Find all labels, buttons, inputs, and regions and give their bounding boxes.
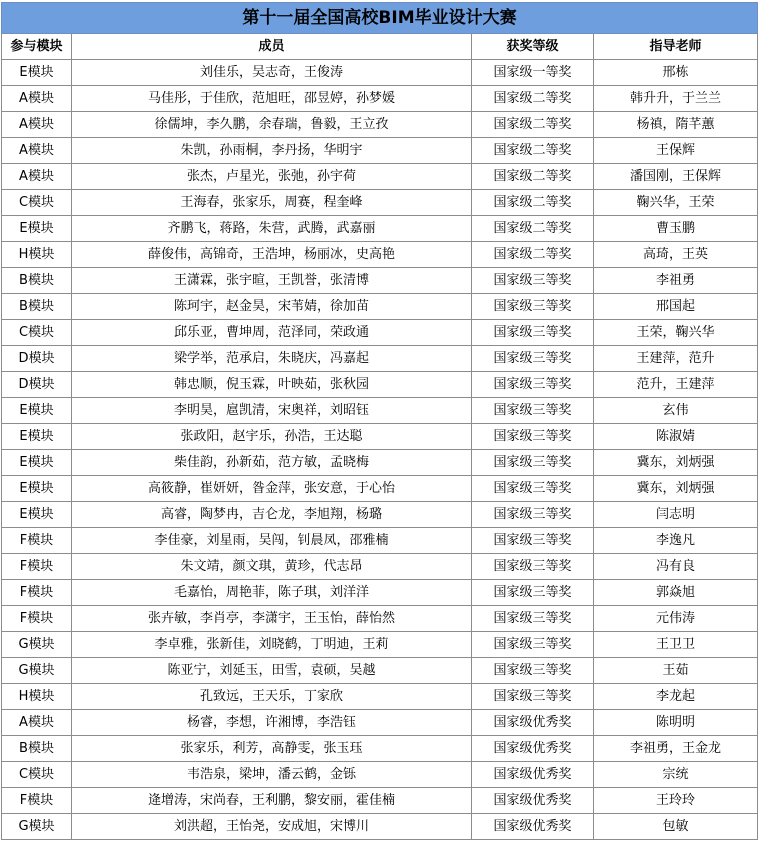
- cell-award-level: 国家级二等奖: [472, 86, 594, 112]
- cell-award-level: 国家级三等奖: [472, 320, 594, 346]
- cell-members: 齐鹏飞，蒋路，朱营，武腾，武嘉丽: [72, 216, 472, 242]
- cell-members: 王海春，张家乐，周赛，程奎峰: [72, 190, 472, 216]
- cell-award-level: 国家级优秀奖: [472, 710, 594, 736]
- table-row: [2, 320, 758, 346]
- cell-module: B模块: [2, 736, 72, 762]
- table-row: [2, 398, 758, 424]
- table-row: [2, 762, 758, 788]
- table-row: [2, 710, 758, 736]
- table-row: [2, 112, 758, 138]
- cell-module: G模块: [2, 632, 72, 658]
- cell-award-level: 国家级三等奖: [472, 580, 594, 606]
- cell-advisor: 李祖勇，王金龙: [594, 736, 758, 762]
- cell-module: A模块: [2, 710, 72, 736]
- cell-advisor: 冯有良: [594, 554, 758, 580]
- cell-members: 孔致远，王天乐，丁家欣: [72, 684, 472, 710]
- cell-award-level: 国家级三等奖: [472, 684, 594, 710]
- cell-advisor: 范升，王建萍: [594, 372, 758, 398]
- cell-advisor: 冀东，刘炳强: [594, 450, 758, 476]
- table-row: [2, 138, 758, 164]
- cell-module: F模块: [2, 788, 72, 814]
- cell-members: 李明昊，扈凯清，宋奥祥，刘昭钰: [72, 398, 472, 424]
- cell-module: E模块: [2, 450, 72, 476]
- cell-members: 李卓雅，张新佳，刘晓鹤，丁明迪，王莉: [72, 632, 472, 658]
- table-row: [2, 528, 758, 554]
- cell-advisor: 王保辉: [594, 138, 758, 164]
- cell-module: C模块: [2, 762, 72, 788]
- table-row: [2, 450, 758, 476]
- header-row: [2, 34, 758, 60]
- cell-award-level: 国家级优秀奖: [472, 788, 594, 814]
- cell-advisor: 王卫卫: [594, 632, 758, 658]
- table-row: [2, 372, 758, 398]
- table-row: [2, 424, 758, 450]
- cell-module: F模块: [2, 554, 72, 580]
- cell-award-level: 国家级三等奖: [472, 658, 594, 684]
- cell-module: D模块: [2, 346, 72, 372]
- cell-module: A模块: [2, 164, 72, 190]
- cell-award-level: 国家级三等奖: [472, 372, 594, 398]
- cell-members: 柴佳韵，孙新茹，范方敏，孟晓梅: [72, 450, 472, 476]
- cell-members: 高筱静，崔妍妍，昝金萍，张安意，于心怡: [72, 476, 472, 502]
- table-row: [2, 554, 758, 580]
- cell-module: C模块: [2, 190, 72, 216]
- cell-members: 陈亚宁，刘延玉，田雪，袁硕，吴越: [72, 658, 472, 684]
- cell-module: G模块: [2, 814, 72, 840]
- cell-module: E模块: [2, 60, 72, 86]
- cell-award-level: 国家级二等奖: [472, 164, 594, 190]
- cell-advisor: 王玲玲: [594, 788, 758, 814]
- cell-advisor: 王茹: [594, 658, 758, 684]
- table-row: [2, 476, 758, 502]
- cell-module: E模块: [2, 476, 72, 502]
- cell-members: 王潇霖，张宇暄，王凯誉，张清博: [72, 268, 472, 294]
- cell-award-level: 国家级二等奖: [472, 216, 594, 242]
- cell-advisor: 陈明明: [594, 710, 758, 736]
- table-row: [2, 502, 758, 528]
- cell-award-level: 国家级三等奖: [472, 606, 594, 632]
- table-row: [2, 814, 758, 840]
- cell-advisor: 闫志明: [594, 502, 758, 528]
- cell-module: C模块: [2, 320, 72, 346]
- cell-module: G模块: [2, 658, 72, 684]
- table-row: [2, 294, 758, 320]
- header-members: 成员: [72, 34, 472, 60]
- table-row: [2, 736, 758, 762]
- cell-advisor: 杨禛，隋芊蕙: [594, 112, 758, 138]
- cell-members: 邱乐亚，曹坤周，范泽同，荣政通: [72, 320, 472, 346]
- cell-module: B模块: [2, 294, 72, 320]
- cell-module: A模块: [2, 86, 72, 112]
- table-row: [2, 606, 758, 632]
- cell-module: F模块: [2, 580, 72, 606]
- cell-advisor: 包敏: [594, 814, 758, 840]
- table-row: [2, 788, 758, 814]
- title-row: [2, 3, 758, 34]
- cell-award-level: 国家级三等奖: [472, 294, 594, 320]
- cell-advisor: 曹玉鹏: [594, 216, 758, 242]
- cell-award-level: 国家级二等奖: [472, 190, 594, 216]
- header-advisor: 指导老师: [594, 34, 758, 60]
- cell-award-level: 国家级三等奖: [472, 554, 594, 580]
- cell-members: 薛俊伟，高锦奇，王浩坤，杨丽冰，史高艳: [72, 242, 472, 268]
- cell-members: 李佳豪，刘星雨，吴闯，钊晨凤，邵雅楠: [72, 528, 472, 554]
- cell-module: E模块: [2, 502, 72, 528]
- table-row: [2, 632, 758, 658]
- table-row: [2, 580, 758, 606]
- table-row: [2, 658, 758, 684]
- award-table: [1, 2, 758, 840]
- cell-module: E模块: [2, 424, 72, 450]
- table-title: 第十一届全国高校BIM毕业设计大赛: [2, 3, 758, 34]
- table-row: [2, 346, 758, 372]
- cell-award-level: 国家级三等奖: [472, 476, 594, 502]
- table-row: [2, 190, 758, 216]
- cell-members: 张卉敏，李肖亭，李潇宇，王玉怡，薛怡然: [72, 606, 472, 632]
- cell-members: 刘佳乐，吴志奇，王俊涛: [72, 60, 472, 86]
- cell-members: 梁学举，范承启，朱晓庆，冯嘉起: [72, 346, 472, 372]
- cell-award-level: 国家级三等奖: [472, 268, 594, 294]
- cell-award-level: 国家级三等奖: [472, 424, 594, 450]
- cell-module: F模块: [2, 606, 72, 632]
- cell-award-level: 国家级三等奖: [472, 398, 594, 424]
- table-row: [2, 268, 758, 294]
- cell-advisor: 邢国起: [594, 294, 758, 320]
- cell-members: 张政阳，赵宇乐，孙浩，王达聪: [72, 424, 472, 450]
- cell-members: 朱文靖，颜文琪，黄珍，代志昂: [72, 554, 472, 580]
- cell-members: 朱凯，孙雨桐，李丹扬，华明宇: [72, 138, 472, 164]
- cell-advisor: 李祖勇: [594, 268, 758, 294]
- cell-members: 毛嘉怡，周艳菲，陈子琪，刘洋洋: [72, 580, 472, 606]
- table-row: [2, 60, 758, 86]
- cell-module: B模块: [2, 268, 72, 294]
- cell-award-level: 国家级二等奖: [472, 242, 594, 268]
- cell-members: 韦浩泉，梁坤，潘云鹤，金铄: [72, 762, 472, 788]
- cell-module: A模块: [2, 138, 72, 164]
- cell-award-level: 国家级优秀奖: [472, 762, 594, 788]
- cell-members: 高睿，陶梦冉，吉仑龙，李旭翔，杨璐: [72, 502, 472, 528]
- cell-advisor: 宗统: [594, 762, 758, 788]
- cell-advisor: 李逸凡: [594, 528, 758, 554]
- cell-advisor: 陈淑婧: [594, 424, 758, 450]
- cell-module: D模块: [2, 372, 72, 398]
- cell-award-level: 国家级三等奖: [472, 450, 594, 476]
- table-row: [2, 86, 758, 112]
- cell-advisor: 潘国刚，王保辉: [594, 164, 758, 190]
- table-row: [2, 164, 758, 190]
- cell-module: H模块: [2, 242, 72, 268]
- cell-module: E模块: [2, 398, 72, 424]
- cell-members: 张家乐，利芳，高静雯，张玉珏: [72, 736, 472, 762]
- cell-advisor: 王荣，鞠兴华: [594, 320, 758, 346]
- cell-award-level: 国家级三等奖: [472, 528, 594, 554]
- cell-module: E模块: [2, 216, 72, 242]
- cell-module: A模块: [2, 112, 72, 138]
- cell-members: 马佳彤，于佳欣，范旭旺，邵昱婷，孙梦媛: [72, 86, 472, 112]
- cell-advisor: 冀东，刘炳强: [594, 476, 758, 502]
- cell-module: F模块: [2, 528, 72, 554]
- cell-advisor: 高琦，王英: [594, 242, 758, 268]
- cell-award-level: 国家级三等奖: [472, 632, 594, 658]
- table-row: [2, 242, 758, 268]
- cell-advisor: 鞠兴华，王荣: [594, 190, 758, 216]
- cell-advisor: 韩升升，于兰兰: [594, 86, 758, 112]
- cell-advisor: 元伟涛: [594, 606, 758, 632]
- cell-award-level: 国家级优秀奖: [472, 814, 594, 840]
- cell-award-level: 国家级优秀奖: [472, 736, 594, 762]
- cell-advisor: 玄伟: [594, 398, 758, 424]
- cell-members: 逄增涛，宋尚春，王利鹏，黎安丽，霍佳楠: [72, 788, 472, 814]
- cell-members: 韩忠顺，倪玉霖，叶映茹，张秋园: [72, 372, 472, 398]
- cell-members: 徐儒坤，李久鹏，余春瑞，鲁毅，王立孜: [72, 112, 472, 138]
- cell-members: 张杰，卢星光，张弛，孙宇荷: [72, 164, 472, 190]
- cell-advisor: 邢栋: [594, 60, 758, 86]
- cell-module: H模块: [2, 684, 72, 710]
- cell-award-level: 国家级一等奖: [472, 60, 594, 86]
- cell-award-level: 国家级三等奖: [472, 346, 594, 372]
- header-award-level: 获奖等级: [472, 34, 594, 60]
- cell-members: 陈珂宇，赵金昊，宋苇婧，徐加苗: [72, 294, 472, 320]
- table-body: [2, 60, 758, 840]
- cell-members: 杨睿，李想，许湘博，李浩钰: [72, 710, 472, 736]
- cell-advisor: 李龙起: [594, 684, 758, 710]
- cell-members: 刘洪超，王怡尧，安成旭，宋博川: [72, 814, 472, 840]
- table-row: [2, 684, 758, 710]
- cell-advisor: 王建萍，范升: [594, 346, 758, 372]
- table-row: [2, 216, 758, 242]
- cell-award-level: 国家级二等奖: [472, 138, 594, 164]
- cell-advisor: 郭焱旭: [594, 580, 758, 606]
- header-module: 参与模块: [2, 34, 72, 60]
- cell-award-level: 国家级三等奖: [472, 502, 594, 528]
- cell-award-level: 国家级二等奖: [472, 112, 594, 138]
